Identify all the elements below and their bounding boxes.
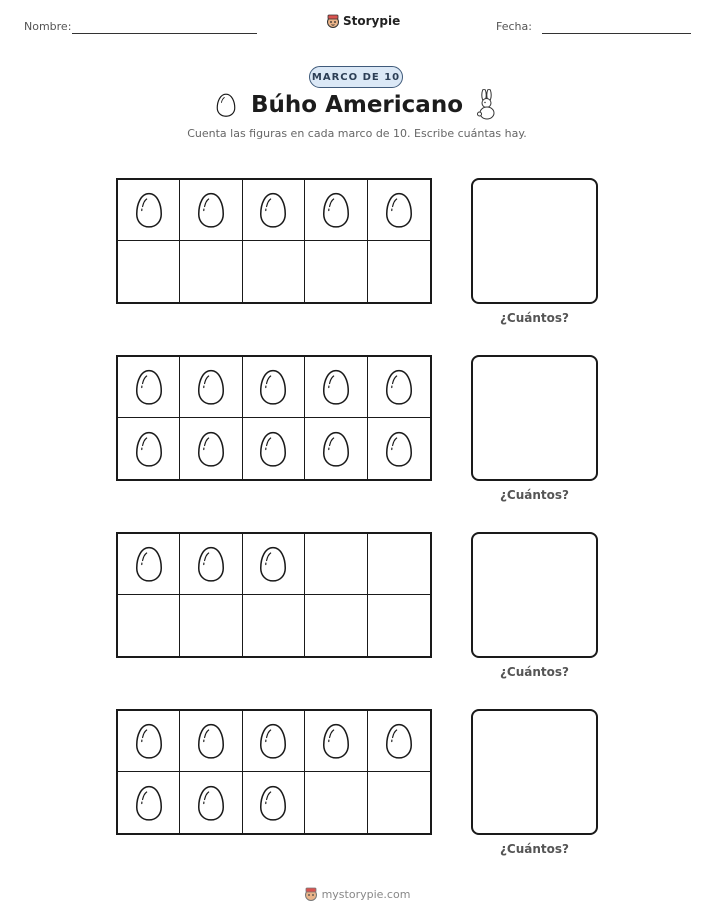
egg-icon: [197, 784, 225, 822]
name-label: Nombre:: [24, 20, 72, 33]
count-label-3: ¿Cuántos?: [499, 665, 570, 679]
egg-icon: [385, 722, 413, 760]
frame-cell-filled: [118, 180, 180, 241]
egg-icon: [259, 545, 287, 583]
frame-cell-empty: [243, 241, 305, 302]
egg-icon: [135, 368, 163, 406]
frame-cell-empty: [243, 595, 305, 656]
egg-icon: [322, 722, 350, 760]
egg-icon: [322, 430, 350, 468]
ten-frame-2: [116, 355, 432, 481]
egg-icon: [197, 191, 225, 229]
egg-icon: [197, 722, 225, 760]
frame-cell-filled: [118, 711, 180, 772]
count-label-2: ¿Cuántos?: [499, 488, 570, 502]
egg-icon: [135, 545, 163, 583]
frame-cell-empty: [368, 534, 430, 595]
answer-box-1[interactable]: [471, 178, 598, 304]
frame-cell-filled: [305, 180, 367, 241]
frame-cell-filled: [180, 711, 242, 772]
frame-cell-filled: [180, 534, 242, 595]
egg-icon: [135, 722, 163, 760]
egg-icon: [197, 545, 225, 583]
frame-cell-empty: [305, 595, 367, 656]
frame-cell-empty: [180, 595, 242, 656]
frame-cell-filled: [118, 418, 180, 479]
name-field-line[interactable]: [72, 33, 257, 34]
frame-cell-filled: [305, 418, 367, 479]
ten-frame-1: [116, 178, 432, 304]
frame-cell-empty: [368, 595, 430, 656]
frame-cell-empty: [305, 241, 367, 302]
egg-icon: [135, 784, 163, 822]
worksheet-type-badge: MARCO DE 10: [309, 66, 403, 88]
frame-cell-empty: [305, 772, 367, 833]
egg-icon: [259, 722, 287, 760]
page-title: Búho Americano: [250, 92, 463, 118]
egg-icon: [135, 430, 163, 468]
brand-name: Storypie: [343, 14, 401, 28]
frame-cell-filled: [180, 357, 242, 418]
egg-icon: [135, 191, 163, 229]
frame-cell-filled: [305, 711, 367, 772]
egg-icon: [259, 368, 287, 406]
egg-icon: [216, 92, 236, 118]
frame-cell-filled: [118, 357, 180, 418]
footer: [0, 886, 714, 902]
frame-cell-empty: [180, 241, 242, 302]
ten-frame-3: [116, 532, 432, 658]
egg-icon: [259, 784, 287, 822]
ten-frame-4: [116, 709, 432, 835]
frame-cell-filled: [243, 357, 305, 418]
egg-icon: [197, 430, 225, 468]
egg-icon: [385, 368, 413, 406]
frame-cell-empty: [305, 534, 367, 595]
frame-cell-filled: [368, 180, 430, 241]
frame-cell-empty: [368, 772, 430, 833]
frame-cell-filled: [243, 711, 305, 772]
frame-cell-filled: [180, 180, 242, 241]
egg-icon: [259, 191, 287, 229]
egg-icon: [322, 368, 350, 406]
egg-icon: [385, 430, 413, 468]
count-label-1: ¿Cuántos?: [499, 311, 570, 325]
count-label-4: ¿Cuántos?: [499, 842, 570, 856]
frame-cell-filled: [368, 711, 430, 772]
frame-cell-empty: [118, 241, 180, 302]
frame-cell-filled: [368, 418, 430, 479]
answer-box-3[interactable]: [471, 532, 598, 658]
date-label: Fecha:: [496, 20, 532, 33]
storypie-mascot-icon: [326, 13, 340, 29]
frame-cell-filled: [118, 534, 180, 595]
frame-cell-filled: [305, 357, 367, 418]
frame-cell-filled: [243, 180, 305, 241]
egg-icon: [322, 191, 350, 229]
answer-box-4[interactable]: [471, 709, 598, 835]
egg-icon: [197, 368, 225, 406]
frame-cell-filled: [180, 772, 242, 833]
frame-cell-filled: [368, 357, 430, 418]
footer-url: mystorypie.com: [321, 887, 411, 901]
egg-icon: [259, 430, 287, 468]
frame-cell-filled: [243, 534, 305, 595]
frame-cell-filled: [180, 418, 242, 479]
brand-logo: [326, 13, 400, 29]
storypie-mascot-icon: [304, 886, 318, 902]
rabbit-icon: [475, 89, 499, 121]
frame-cell-empty: [118, 595, 180, 656]
egg-icon: [385, 191, 413, 229]
date-field-line[interactable]: [542, 33, 691, 34]
frame-cell-empty: [368, 241, 430, 302]
answer-box-2[interactable]: [471, 355, 598, 481]
frame-cell-filled: [118, 772, 180, 833]
instructions: Cuenta las figuras en cada marco de 10. Escribe cuántas hay.: [187, 127, 527, 140]
frame-cell-filled: [243, 418, 305, 479]
frame-cell-filled: [243, 772, 305, 833]
